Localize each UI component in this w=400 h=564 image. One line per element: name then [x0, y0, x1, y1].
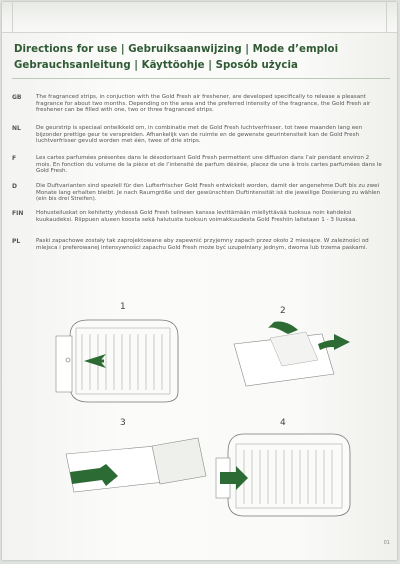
- dispenser-closed-icon: [214, 428, 364, 520]
- language-code: F: [12, 155, 17, 162]
- language-code: NL: [12, 125, 21, 132]
- dispenser-insert-strip-icon: [48, 314, 198, 406]
- step-number-1: 1: [120, 302, 126, 312]
- language-code: PL: [12, 238, 21, 245]
- header-title-line-1: Directions for use | Gebruiksaanwijzing | Mode d’emploi: [14, 44, 339, 55]
- instruction-text: Hohusteiluskat on kehitetty yhdessä Gold Fresh telineen kanssa levittämään miellyttävää tuoksua noin kahdeksi kuukaudeksi. Riippuen alueen koosta sekä halutusta tuoksun voimakkuudesta Gold Freshiin laitetaan 1 - 3 liuskaa.: [36, 210, 358, 223]
- header-divider: [12, 78, 390, 79]
- instruction-text: Paski zapachowe zostały tak zaprojektowane aby zapewnić przyjemny zapach przez około 2 miesiące. W zależności od miejsca i preferowanej intensywności zapachu Gold Fresh może być uzupełniany jednym, dwoma lub trzema paskami.: [36, 238, 369, 251]
- package-top-flap: [2, 2, 397, 33]
- peel-strip-icon: [210, 316, 360, 396]
- side-mark: 01: [383, 540, 390, 546]
- flap-fold-line: [12, 2, 13, 32]
- instruction-text: The fragranced strips, in conjuction with the Gold Fresh air freshener, are developed specifically to release a pleasant fragrance for about two months. Depending on the area and the preferred intensity of the fragrance, the Gold Fresh air freshener can be filled with one, two or three fragranced strips.: [36, 94, 371, 114]
- step-number-3: 3: [120, 418, 126, 428]
- step-number-4: 4: [280, 418, 286, 428]
- instruction-text: Les cartes parfumées présentes dans le désodorisant Gold Fresh permettent une diffusion dans l’air pendant environ 2 mois. En fonction du volume de la pièce et de l’intensité de parfum désirée, placez de une à trois cartes parfumées dans le Gold Fresh.: [36, 155, 382, 175]
- step-number-2: 2: [280, 306, 286, 316]
- flap-fold-line: [386, 2, 387, 32]
- language-code: GB: [12, 94, 22, 101]
- instruction-text: Die Duftvarianten sind speziell für den Lufterfrischer Gold Fresh entwickelt worden, damit der angenehme Duft bis zu zwei Monate lang erhalten bleibt. Je nach Raumgröße und der gewünschten Duftintensität ist die jeweilige Dosierung zu wählen (ein bis drei Streifen).: [36, 183, 381, 203]
- language-code: D: [12, 183, 17, 190]
- header-title-line-2: Gebrauchsanleitung | Käyttöohje | Sposób użycia: [14, 60, 298, 71]
- instruction-text: De geurstrip is speciaal ontwikkeld om, in combinatie met de Gold Fresh luchtverfrisser, tot twee maanden lang een bijzonder prettige geur te verspreiden. Afhankelijk van de ruimte en de gewenste geurintensiteit kan de Gold Fresh luchtverfrisser gevuld worden met één, twee of drie strips.: [36, 125, 363, 145]
- insert-strip-icon: [60, 428, 210, 508]
- language-code: FIN: [12, 210, 24, 217]
